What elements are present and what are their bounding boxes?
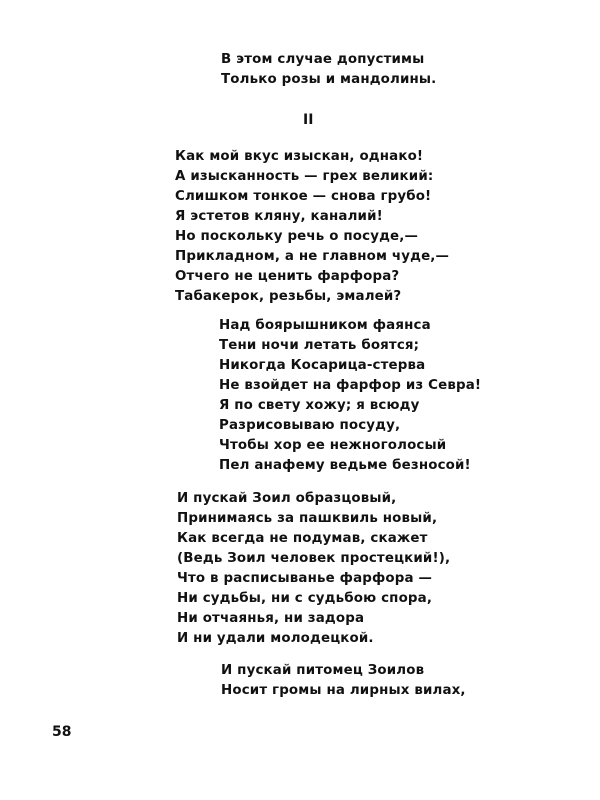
section-number: II [303, 112, 314, 128]
verse-line: Слишком тонкое — снова грубо! [175, 189, 432, 204]
verse-line: Чтобы хор ее нежноголосый [219, 438, 447, 453]
verse-line: И пускай питомец Зоилов [221, 663, 425, 678]
verse-line: И пускай Зоил образцовый, [177, 491, 397, 506]
verse-line: Табакерок, резьбы, эмалей? [175, 289, 402, 304]
verse-line: Прикладном, а не главном чуде,— [175, 249, 450, 264]
verse-line: Отчего не ценить фарфора? [175, 269, 400, 284]
verse-line: Что в расписыванье фарфора — [177, 571, 433, 586]
stanza-3 [177, 489, 450, 649]
verse-line: Только розы и мандолины. [221, 72, 437, 87]
verse-line: Я по свету хожу; я всюду [219, 398, 420, 413]
verse-line: Принимаясь за пашквиль новый, [177, 511, 438, 526]
verse-line: А изысканность — грех великий: [175, 169, 434, 184]
verse-line: Я эстетов кляну, каналий! [175, 209, 383, 224]
verse-line: Тени ночи летать боятся; [219, 338, 420, 353]
verse-line: (Ведь Зоил человек простецкий!), [177, 551, 451, 566]
stanza-1 [175, 147, 449, 307]
verse-line: Ни отчаянья, ни задора [177, 611, 365, 626]
verse-line: Носит громы на лирных вилах, [221, 683, 466, 698]
verse-line: Как мой вкус изыскан, однако! [175, 149, 424, 164]
verse-line: Над боярышником фаянса [219, 318, 431, 333]
verse-line: Пел анафему ведьме безносой! [219, 458, 471, 473]
page-number: 58 [52, 724, 72, 740]
verse-line: Разрисовываю посуду, [219, 418, 401, 433]
stanza-intro [221, 50, 436, 90]
verse-line: В этом случае допустимы [221, 52, 425, 67]
verse-line: И ни удали молодецкой. [177, 631, 374, 646]
verse-line: Ни судьбы, ни с судьбою спора, [177, 591, 433, 606]
stanza-2 [219, 316, 481, 476]
verse-line: Как всегда не подумав, скажет [177, 531, 428, 546]
verse-line: Не взойдет на фарфор из Севра! [219, 378, 482, 393]
stanza-4 [221, 661, 466, 701]
verse-line: Никогда Косарица-стерва [219, 358, 426, 373]
verse-line: Но поскольку речь о посуде,— [175, 229, 419, 244]
